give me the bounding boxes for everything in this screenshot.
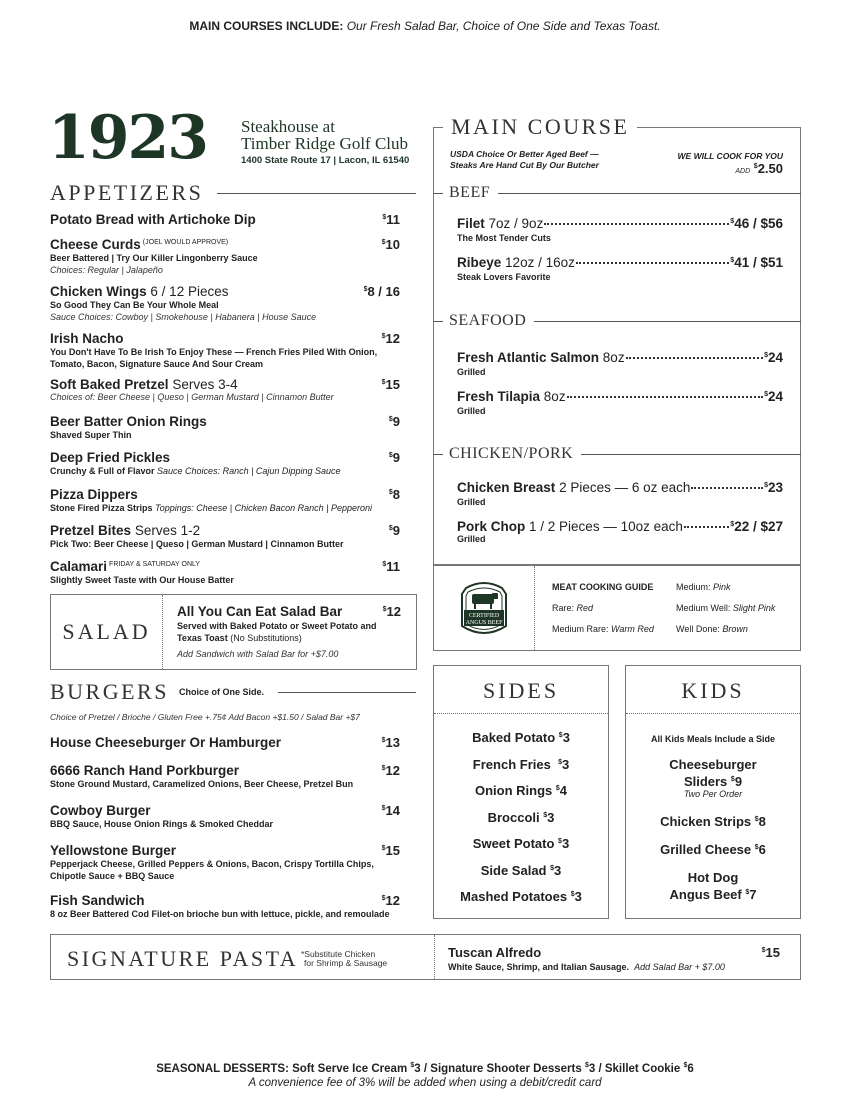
burgers-subtitle: Choice of One Side. — [178, 687, 264, 697]
burger-options: Choice of Pretzel / Brioche / Gluten Free +.75¢ Add Bacon +$1.50 / Salad Bar +$7 — [50, 712, 360, 722]
seasonal-desserts: SEASONAL DESSERTS: Soft Serve Ice Cream $3 / Signature Shooter Desserts $3 / Skillet Cookie $6 — [156, 1062, 694, 1075]
divider — [162, 595, 163, 669]
signature-pasta-box — [50, 934, 801, 980]
tuscan-alfredo-price: $15 — [761, 945, 780, 960]
menu-item: Yellowstone Burger $15 Pepperjack Cheese, Grilled Peppers & Onions, Bacon, Crispy Tortilla Chips, Chipotle Sauce + BBQ Sauce — [50, 843, 400, 881]
certified-angus-beef-logo — [458, 580, 510, 636]
sides-box — [433, 665, 609, 919]
guide-title: MEAT COOKING GUIDE — [552, 582, 654, 592]
side-item: Sweet Potato $3 — [472, 836, 570, 851]
side-item: Baked Potato $3 — [472, 730, 570, 745]
menu-item: Potato Bread with Artichoke Dip $11 — [50, 212, 400, 227]
guide-medium-rare: Medium Rare: Warm Red — [552, 624, 654, 634]
menu-item: Irish Nacho $12 You Don't Have To Be Irish To Enjoy These — French Fries Piled With Onion, Tomato, Bacon, Signature Sauce And Sour Cream — [50, 331, 400, 369]
logo-text — [241, 118, 409, 166]
divider — [434, 935, 435, 979]
side-item: Side Salad $3 — [480, 862, 562, 878]
guide-rare: Rare: Red — [552, 603, 594, 613]
guide-well-done: Well Done: Brown — [676, 624, 748, 634]
tuscan-alfredo-name: Tuscan Alfredo — [448, 945, 542, 960]
menu-item: Cowboy Burger $14 BBQ Sauce, House Onion Rings & Smoked Cheddar — [50, 803, 400, 829]
menu-item: Deep Fried Pickles $9 Crunchy & Full of Flavor Sauce Choices: Ranch | Cajun Dipping Sauce — [50, 450, 400, 476]
svg-text:ANGUS BEEF: ANGUS BEEF — [465, 620, 503, 626]
logo-1923: 1923 — [48, 103, 207, 173]
pasta-substitute-note: *Substitute Chicken for Shrimp & Sausage — [301, 949, 388, 968]
guide-medium: Medium: Pink — [676, 582, 731, 592]
kids-item: Grilled Cheese $6 — [660, 842, 766, 857]
side-item: Mashed Potatoes $3 — [460, 889, 582, 904]
divider — [217, 193, 416, 194]
main-courses-include-note: MAIN COURSES INCLUDE: Our Fresh Salad Bar, Choice of One Side and Texas Toast. — [189, 19, 661, 33]
side-item: Broccoli $3 — [487, 809, 555, 825]
menu-item: Fresh Tilapia 8oz $24 Grilled — [457, 389, 783, 416]
seafood-heading: SEAFOOD — [433, 312, 801, 330]
main-course-heading: MAIN COURSE — [443, 114, 637, 140]
menu-item: Pork Chop 1 / 2 Pieces — 10oz each $22 / $27 Grilled — [457, 519, 783, 544]
kids-item: Cheeseburger Sliders $9 Two Per Order — [669, 757, 757, 799]
divider — [534, 566, 535, 650]
menu-item: Cheese Curds $^{(JOEL WOULD APPROVE)}$ $10 Beer Battered | Try Our Killer Lingonberry Sauce Choices: Regular | Jalapeño — [50, 237, 400, 275]
kids-box — [625, 665, 801, 919]
menu-item: Chicken Breast 2 Pieces — 6 oz each $23 Grilled — [457, 480, 783, 507]
salad-heading: SALAD — [62, 619, 151, 644]
pasta-heading: SIGNATURE PASTA — [67, 946, 299, 971]
salad-note: Add Sandwich with Salad Bar for +$7.00 — [177, 649, 339, 659]
tuscan-alfredo-desc: White Sauce, Shrimp, and Italian Sausage. Add Salad Bar + $7.00 — [448, 962, 725, 972]
menu-item: Fish Sandwich $12 8 oz Beer Battered Cod Filet-on brioche bun with lettuce, pickle, and remoulade — [50, 893, 400, 919]
meat-cooking-guide — [433, 565, 801, 651]
salad-box — [50, 594, 417, 670]
kids-heading: KIDS — [626, 666, 800, 714]
chicken-pork-heading: CHICKEN/PORK — [433, 445, 801, 463]
burgers-heading: BURGERS Choice of One Side. — [50, 679, 416, 705]
side-item: Onion Rings $4 — [474, 783, 568, 798]
divider — [278, 692, 416, 693]
beef-heading: BEEF — [433, 184, 801, 202]
menu-item: Fresh Atlantic Salmon 8oz $24 Grilled — [457, 350, 783, 377]
logo-line1: Steakhouse at — [241, 117, 335, 136]
address: 1400 State Route 17 | Lacon, IL 61540 — [241, 155, 410, 166]
guide-medium-well: Medium Well: Slight Pink — [676, 603, 776, 613]
salad-bar-name: All You Can Eat Salad Bar — [177, 604, 343, 619]
menu-item: House Cheeseburger Or Hamburger $13 — [50, 735, 400, 750]
beef-note: USDA Choice Or Better Aged Beef — Steaks Are Hand Cut By Our Butcher — [450, 149, 599, 170]
appetizers-heading: APPETIZERS — [50, 180, 416, 206]
menu-item: Soft Baked Pretzel Serves 3-4 $15 Choices of: Beer Cheese | Queso | German Mustard | Cinnamon Butter — [50, 377, 400, 402]
side-item: French Fries $3 — [472, 756, 570, 772]
salad-desc: Served with Baked Potato or Sweet Potato and Texas Toast (No Substitutions) — [177, 621, 377, 643]
svg-text:CERTIFIED: CERTIFIED — [468, 613, 500, 619]
menu-item: Beer Batter Onion Rings $9 Shaved Super Thin — [50, 414, 400, 440]
logo-line2: Timber Ridge Golf Club — [241, 134, 409, 153]
menu-item: Pretzel Bites Serves 1-2 $9 Pick Two: Beer Cheese | Queso | German Mustard | Cinnamon Butter — [50, 523, 400, 549]
menu-item: 6666 Ranch Hand Porkburger $12 Stone Ground Mustard, Caramelized Onions, Beer Cheese, Pretzel Bun — [50, 763, 400, 789]
cook-for-you: WE WILL COOK FOR YOU ADD $2.50 — [677, 151, 783, 176]
menu-item: Calamari $^{FRIDAY \& SATURDAY ONLY}$ $11 Slightly Sweet Taste with Our House Batter — [50, 559, 400, 585]
kids-item: Chicken Strips $8 — [660, 814, 766, 829]
menu-item: Chicken Wings 6 / 12 Pieces $8 / 16 So Good They Can Be Your Whole Meal Sauce Choices: Cowboy | Smokehouse | Habanera | House Sauce — [50, 284, 400, 322]
salad-bar-price: $12 — [382, 604, 401, 619]
menu-item: Filet 7oz / 9oz $46 / $56 The Most Tender Cuts — [457, 216, 783, 243]
kids-note: All Kids Meals Include a Side — [650, 734, 776, 744]
convenience-fee-note: A convenience fee of 3% will be added when using a debit/credit card — [248, 1077, 602, 1089]
menu-item: Ribeye 12oz / 16oz $41 / $51 Steak Lovers Favorite — [457, 255, 783, 282]
sides-heading: SIDES — [434, 666, 608, 714]
kids-item: Hot Dog Angus Beef $7 — [669, 870, 757, 902]
menu-item: Pizza Dippers $8 Stone Fired Pizza Strips Toppings: Cheese | Chicken Bacon Ranch | Pepperoni — [50, 487, 400, 513]
